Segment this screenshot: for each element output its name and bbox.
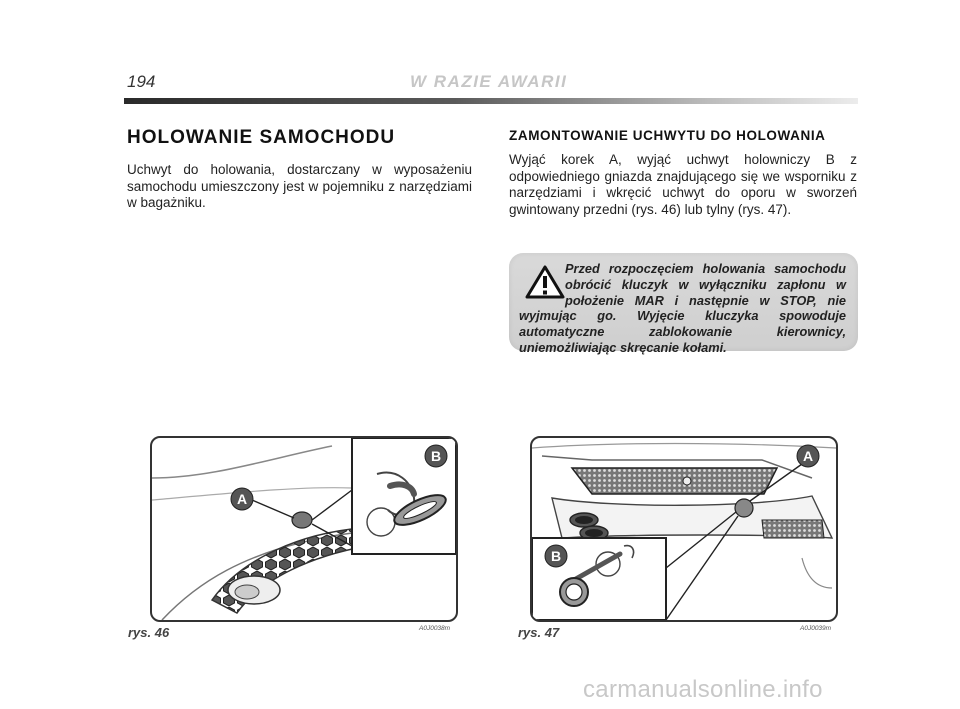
figure-47 (530, 436, 838, 622)
towing-heading: HOLOWANIE SAMOCHODU (127, 127, 396, 148)
warning-box (509, 253, 858, 355)
figure-code-46: A0J0038m (419, 625, 451, 632)
section-title: W RAZIE AWARII (410, 72, 568, 91)
rear-bumper-illustration (532, 438, 836, 620)
label-a-47: A (802, 448, 814, 464)
mounting-heading: ZAMONTOWANIE UCHWYTU DO HOLOWANIA (509, 128, 826, 143)
front-bumper-illustration (152, 438, 456, 620)
caption-47: rys. 47 (518, 625, 560, 640)
figure-46 (150, 436, 458, 622)
header-rule (124, 98, 858, 104)
label-b-47: B (550, 548, 562, 564)
label-a-46: A (236, 491, 248, 507)
watermark: carmanualsonline.info (583, 676, 823, 703)
towing-paragraph: Uchwyt do holowania, dostarczany w wyposażeniu samochodu umieszczony jest w pojemniku z narzędziami w bagażniku. (127, 162, 472, 210)
page-number: 194 (127, 72, 156, 91)
figure-code-47: A0J0039m (800, 625, 832, 632)
caption-46: rys. 46 (128, 625, 170, 640)
mounting-paragraph: Wyjąć korek A, wyjąć uchwyt holowniczy B z odpowiedniego gniazda znajdującego się we wsporniku z narzędziami i wkręcić uchwyt do oporu w sworzeń gwintowany przedni (rys. 46) lub tylny (rys. 47). (509, 152, 857, 217)
label-b-46: B (430, 448, 442, 464)
warning-text-container (519, 261, 846, 356)
warning-text: Przed rozpoczęciem holowania samochodu obrócić kluczyk w wyłączniku zapłonu w położenie MAR i następnie w STOP, nie wyjmując go. Wyjęcie kluczyka spowoduje automatyczne zablokowanie kierownicy, uniemożliwiając skręcanie kołami. (519, 261, 846, 355)
